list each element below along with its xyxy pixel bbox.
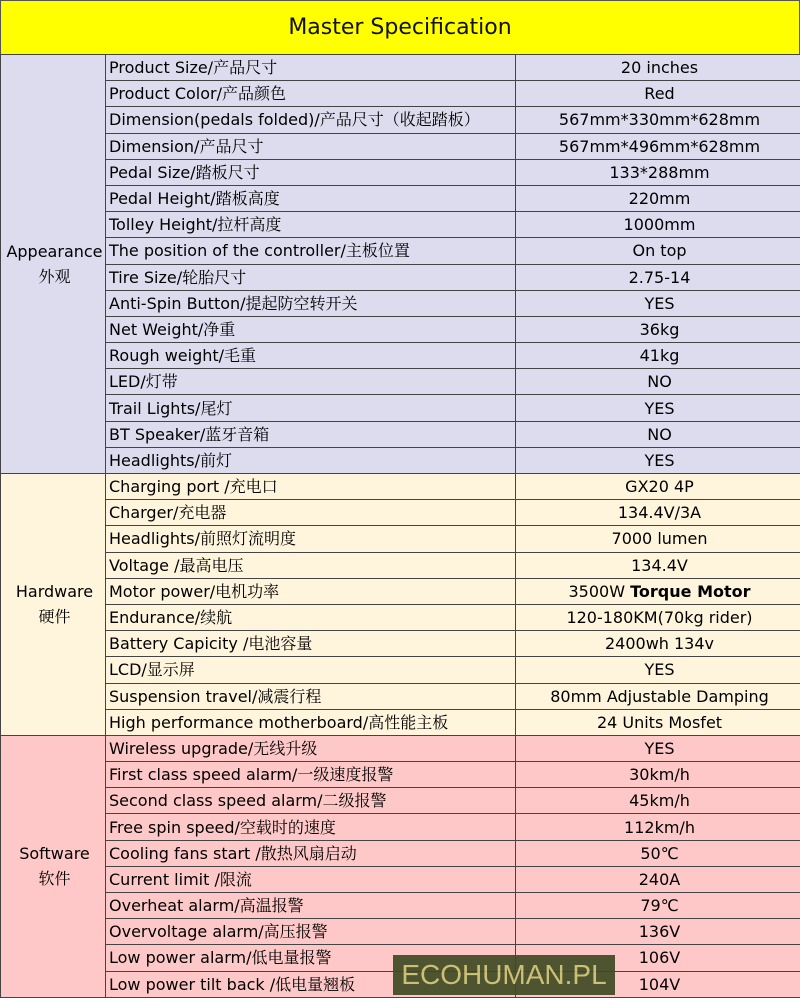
spec-value-text: 24 Units Mosfet	[597, 713, 722, 732]
spec-value-text: 220mm	[629, 189, 691, 208]
spec-label: Wireless upgrade/无线升级	[106, 735, 516, 761]
spec-label: Current limit /限流	[106, 866, 516, 892]
table-row	[1, 500, 800, 526]
spec-value-text: 2.75-14	[629, 268, 691, 287]
table-row	[1, 604, 800, 630]
table-row	[1, 866, 800, 892]
spec-value	[516, 526, 800, 552]
spec-value	[516, 212, 800, 238]
spec-value	[516, 500, 800, 526]
table-row	[1, 762, 800, 788]
section-header-software	[1, 735, 106, 997]
spec-label: Headlights/前灯	[106, 447, 516, 473]
table-row	[1, 238, 800, 264]
spec-value-text: 80mm Adjustable Damping	[550, 687, 769, 706]
table-row	[1, 840, 800, 866]
table-row	[1, 369, 800, 395]
specification-table-body	[1, 55, 800, 998]
spec-value-text: 20 inches	[621, 58, 698, 77]
spec-value-text: 120-180KM(70kg rider)	[566, 608, 752, 627]
table-row	[1, 788, 800, 814]
specification-table	[0, 54, 800, 998]
spec-value-text: 133*288mm	[609, 163, 709, 182]
table-row	[1, 316, 800, 342]
spec-value	[516, 395, 800, 421]
spec-value-text: 136V	[639, 922, 680, 941]
spec-label: Rough weight/毛重	[106, 343, 516, 369]
spec-value	[516, 683, 800, 709]
spec-label: Net Weight/净重	[106, 316, 516, 342]
spec-value-text: 36kg	[640, 320, 680, 339]
spec-value	[516, 55, 800, 81]
spec-label: Anti-Spin Button/提起防空转开关	[106, 290, 516, 316]
spec-value	[516, 81, 800, 107]
spec-value	[516, 578, 800, 604]
table-row	[1, 290, 800, 316]
spec-value	[516, 919, 800, 945]
spec-value	[516, 343, 800, 369]
spec-label: LCD/显示屏	[106, 657, 516, 683]
spec-value	[516, 369, 800, 395]
table-row	[1, 343, 800, 369]
spec-value	[516, 788, 800, 814]
table-row	[1, 683, 800, 709]
section-header-hardware	[1, 474, 106, 736]
section-header-appearance	[1, 55, 106, 474]
section-name: Appearance	[4, 239, 105, 264]
spec-label: Dimension/产品尺寸	[106, 133, 516, 159]
spec-value	[516, 238, 800, 264]
spec-value-text: 240A	[639, 870, 680, 889]
spec-value	[516, 631, 800, 657]
spec-value	[516, 316, 800, 342]
spec-value	[516, 735, 800, 761]
spec-value-text: 567mm*330mm*628mm	[559, 110, 760, 129]
spec-value-text: 1000mm	[624, 215, 696, 234]
spec-value-text: GX20 4P	[625, 477, 694, 496]
spec-label: Product Size/产品尺寸	[106, 55, 516, 81]
spec-value-text: YES	[644, 739, 674, 758]
table-row	[1, 657, 800, 683]
spec-value	[516, 840, 800, 866]
spec-value	[516, 133, 800, 159]
spec-value-text: YES	[644, 399, 674, 418]
spec-label: Overvoltage alarm/高压报警	[106, 919, 516, 945]
spec-value	[516, 447, 800, 473]
spec-value	[516, 762, 800, 788]
spec-value-text: 134.4V	[631, 556, 688, 575]
spec-value	[516, 709, 800, 735]
spec-label: Tolley Height/拉杆高度	[106, 212, 516, 238]
spec-value	[516, 107, 800, 133]
table-row	[1, 919, 800, 945]
table-row	[1, 55, 800, 81]
table-row	[1, 212, 800, 238]
spec-value-emphasis: Torque Motor	[630, 582, 750, 601]
table-row	[1, 552, 800, 578]
spec-value	[516, 474, 800, 500]
spec-label: Cooling fans start /散热风扇启动	[106, 840, 516, 866]
section-name-cn: 外观	[4, 264, 105, 289]
spec-value-text: YES	[644, 451, 674, 470]
spec-label: BT Speaker/蓝牙音箱	[106, 421, 516, 447]
watermark-logo: ECOHUMAN.PL	[393, 955, 615, 995]
spec-value	[516, 159, 800, 185]
table-row	[1, 264, 800, 290]
table-row	[1, 421, 800, 447]
spec-label: Free spin speed/空载时的速度	[106, 814, 516, 840]
section-name-cn: 软件	[4, 866, 105, 891]
spec-value-text: 50℃	[640, 844, 678, 863]
spec-value-text: 2400wh 134v	[605, 634, 714, 653]
spec-value-text: 30km/h	[629, 765, 690, 784]
spec-value	[516, 814, 800, 840]
spec-label: Pedal Size/踏板尺寸	[106, 159, 516, 185]
spec-value	[516, 866, 800, 892]
table-row	[1, 631, 800, 657]
spec-label: The position of the controller/主板位置	[106, 238, 516, 264]
spec-label: Suspension travel/减震行程	[106, 683, 516, 709]
table-row	[1, 159, 800, 185]
spec-value	[516, 264, 800, 290]
spec-value-text: 112km/h	[624, 818, 695, 837]
table-row	[1, 578, 800, 604]
spec-value	[516, 893, 800, 919]
spec-value	[516, 657, 800, 683]
spec-value-text: 106V	[639, 948, 680, 967]
spec-value-text: 104V	[639, 975, 680, 994]
spec-label: Headlights/前照灯流明度	[106, 526, 516, 552]
table-row	[1, 185, 800, 211]
spec-label: Charger/充电器	[106, 500, 516, 526]
spec-value	[516, 290, 800, 316]
spec-label: Trail Lights/尾灯	[106, 395, 516, 421]
table-row	[1, 474, 800, 500]
spec-value	[516, 421, 800, 447]
spec-value-text: 45km/h	[629, 791, 690, 810]
spec-label: Overheat alarm/高温报警	[106, 893, 516, 919]
table-row	[1, 133, 800, 159]
spec-value-text: 79℃	[640, 896, 678, 915]
spec-label: Pedal Height/踏板高度	[106, 185, 516, 211]
spec-label: Battery Capicity /电池容量	[106, 631, 516, 657]
spec-value-text: 567mm*496mm*628mm	[559, 137, 760, 156]
spec-value-text: 41kg	[640, 346, 680, 365]
spec-label: Tire Size/轮胎尺寸	[106, 264, 516, 290]
spec-value-text: 134.4V/3A	[618, 503, 701, 522]
page-title: Master Specification	[0, 0, 800, 55]
spec-label: Endurance/续航	[106, 604, 516, 630]
table-row	[1, 526, 800, 552]
spec-value	[516, 185, 800, 211]
spec-label: Voltage /最高电压	[106, 552, 516, 578]
spec-value-text: NO	[647, 425, 672, 444]
spec-value	[516, 604, 800, 630]
section-name: Software	[4, 841, 105, 866]
table-row	[1, 107, 800, 133]
table-row	[1, 395, 800, 421]
spec-label: Low power alarm/低电量报警	[106, 945, 516, 971]
table-row	[1, 893, 800, 919]
spec-value-text: NO	[647, 372, 672, 391]
spec-label: Dimension(pedals folded)/产品尺寸（收起踏板）	[106, 107, 516, 133]
spec-label: LED/灯带	[106, 369, 516, 395]
section-name-cn: 硬件	[4, 604, 105, 629]
table-row	[1, 447, 800, 473]
spec-label: First class speed alarm/一级速度报警	[106, 762, 516, 788]
spec-label: Second class speed alarm/二级报警	[106, 788, 516, 814]
spec-value-text: 3500W	[568, 582, 625, 601]
spec-label: Product Color/产品颜色	[106, 81, 516, 107]
table-row	[1, 81, 800, 107]
spec-value-text: 7000 lumen	[612, 529, 708, 548]
spec-label: Charging port /充电口	[106, 474, 516, 500]
spec-value-text: YES	[644, 294, 674, 313]
table-row	[1, 709, 800, 735]
spec-label: Low power tilt back /低电量翘板	[106, 971, 516, 997]
section-name: Hardware	[4, 579, 105, 604]
table-row	[1, 814, 800, 840]
spec-value-text: YES	[644, 660, 674, 679]
table-row	[1, 735, 800, 761]
spec-label: High performance motherboard/高性能主板	[106, 709, 516, 735]
spec-value-text: On top	[632, 241, 686, 260]
spec-value	[516, 552, 800, 578]
spec-label: Motor power/电机功率	[106, 578, 516, 604]
spec-value-text: Red	[644, 84, 674, 103]
